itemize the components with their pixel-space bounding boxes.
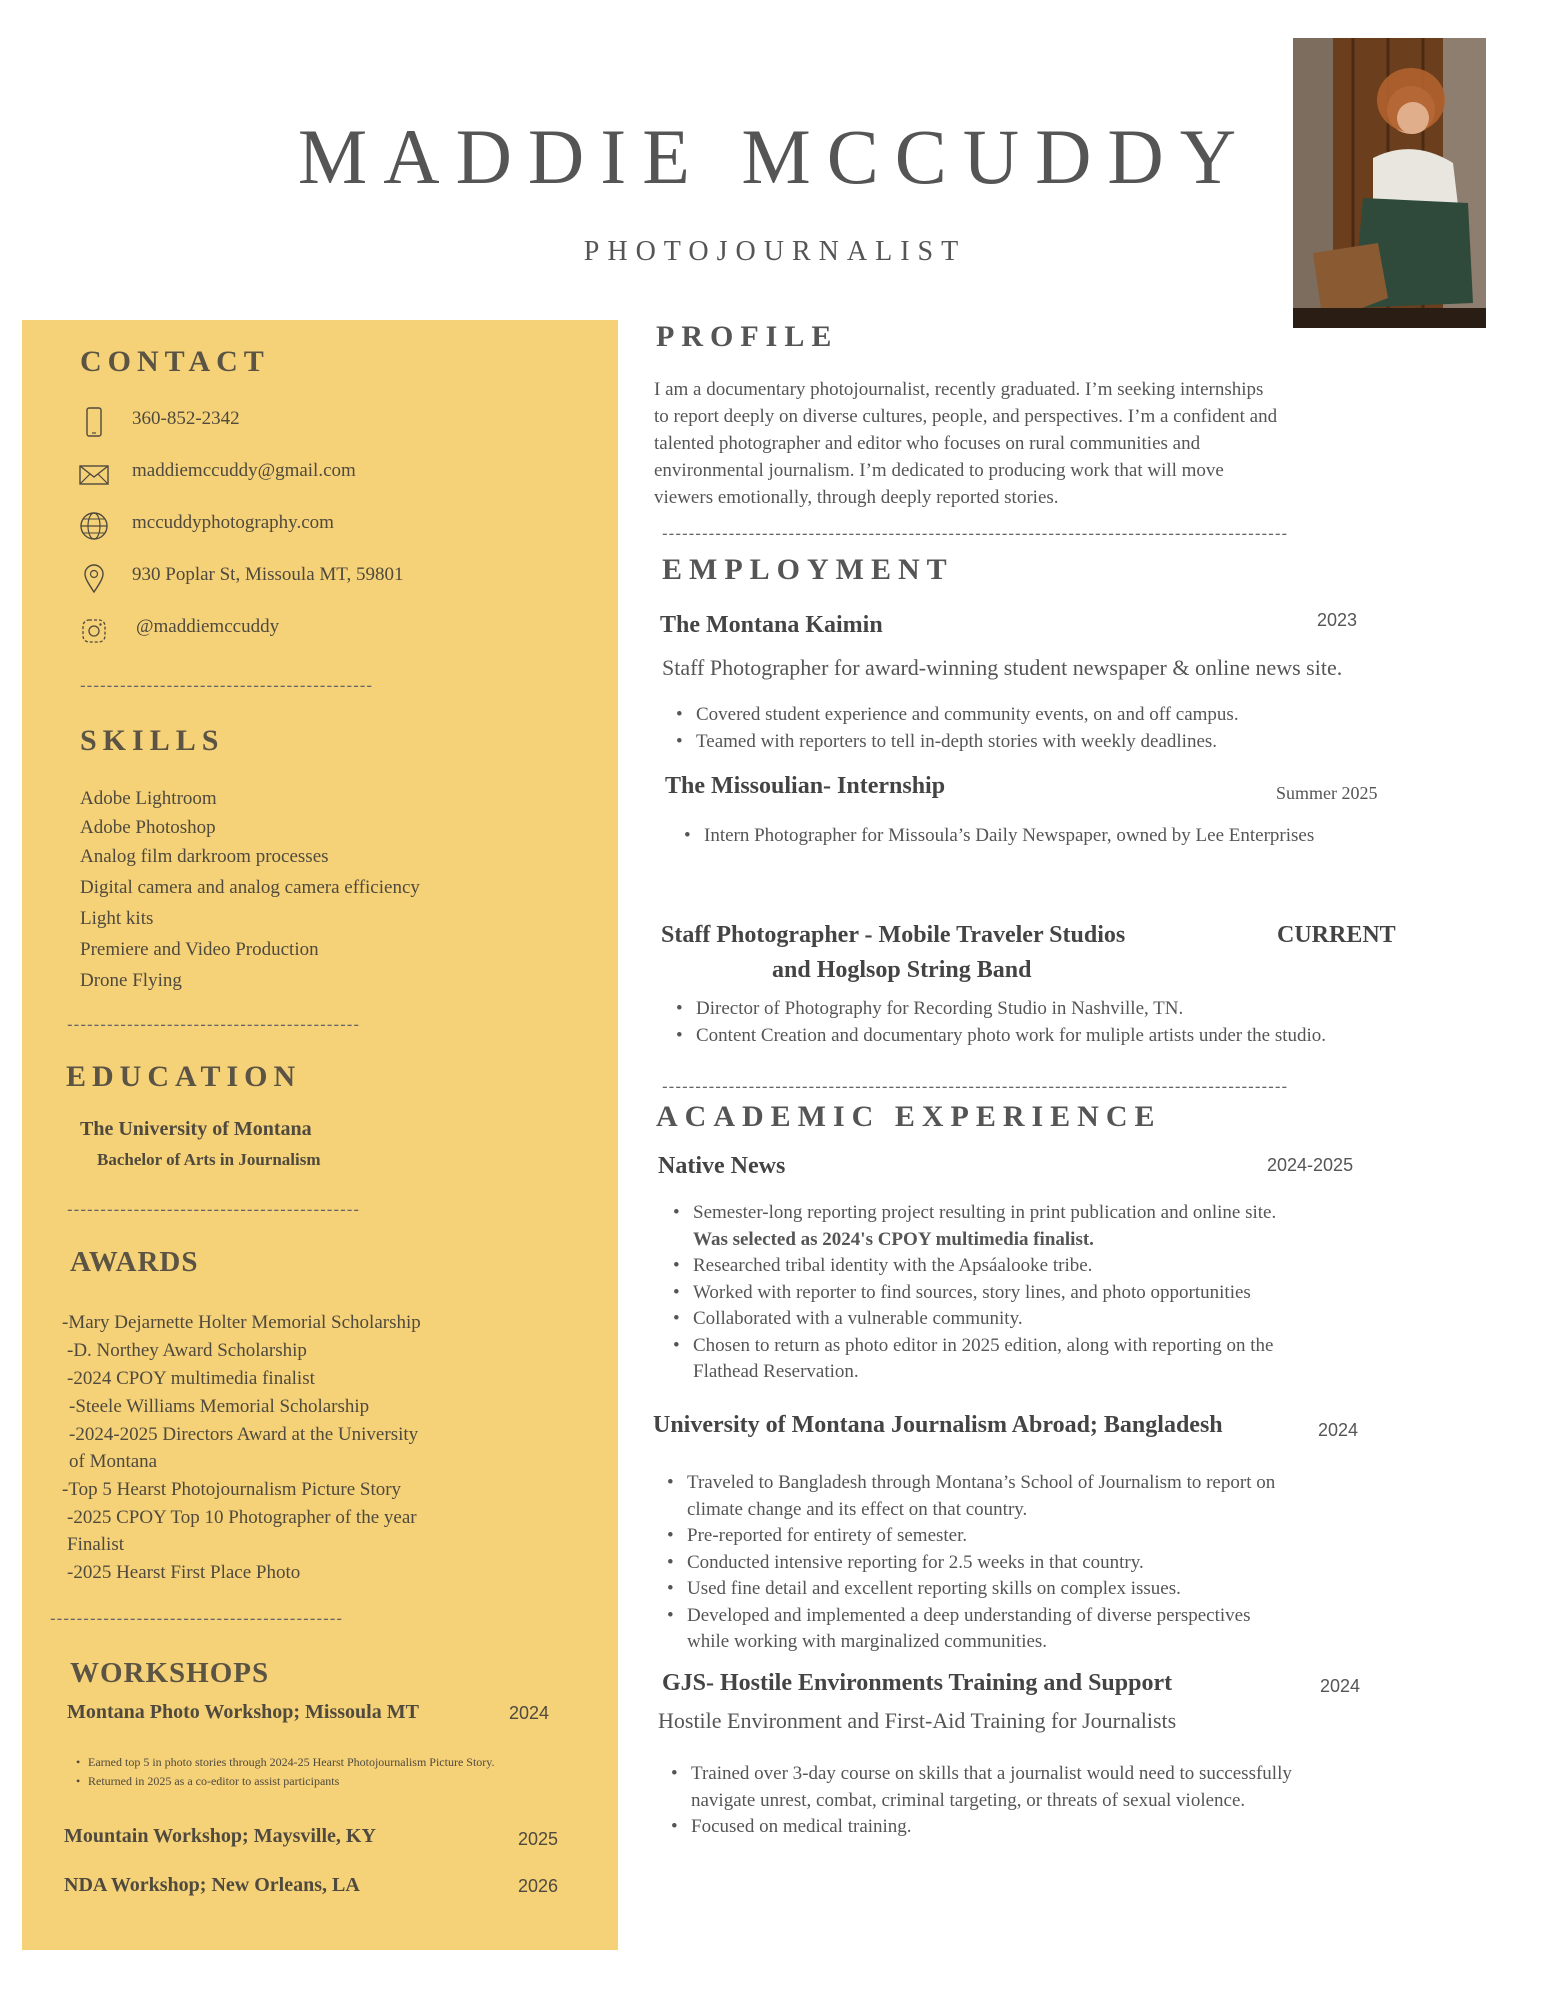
job-subtitle: Staff Photographer for award-winning student newspaper & online news site. [662, 655, 1343, 680]
phone-icon [78, 406, 110, 438]
academic-heading: ACADEMIC EXPERIENCE [656, 1100, 1162, 1133]
job-title: The Missoulian- Internship [665, 773, 946, 799]
list-item-continuation: while working with marginalized communities. [687, 1631, 1048, 1652]
divider: -------------------------------------------- [80, 676, 374, 695]
instagram-icon [78, 614, 110, 646]
list-item: • Pre-reported for entirety of semester. [687, 1523, 1407, 1550]
workshop-title: Mountain Workshop; Maysville, KY [64, 1825, 376, 1847]
divider: -------------------------------------------- [67, 1015, 361, 1034]
list-item: • Conducted intensive reporting for 2.5 weeks in that country. [687, 1550, 1407, 1577]
contact-instagram [78, 612, 598, 648]
academic-year: 2024 [1318, 1420, 1359, 1440]
award-item: -2024-2025 Directors Award at the University [69, 1424, 419, 1445]
list-item: • Teamed with reporters to tell in-depth stories with weekly deadlines. [696, 729, 1396, 756]
profile-line: to report deeply on diverse cultures, people, and perspectives. I’m a confident and [654, 406, 1278, 427]
list-item: • Director of Photography for Recording Studio in Nashville, TN. [696, 996, 1456, 1023]
list-item: • Content Creation and documentary photo work for muliple artists under the studio. [696, 1023, 1456, 1050]
employment-heading: EMPLOYMENT [662, 553, 954, 586]
job-bullets [704, 823, 1404, 850]
award-item: Finalist [67, 1534, 125, 1555]
list-item: • Covered student experience and community events, on and off campus. [696, 702, 1396, 729]
instagram-handle[interactable]: @maddiemccuddy [136, 616, 280, 637]
academic-subtitle: Hostile Environment and First-Aid Training for Journalists [658, 1708, 1177, 1733]
workshop-note: • Earned top 5 in photo stories through 2024-25 Hearst Photojournalism Picture Story. [76, 1755, 495, 1769]
profile-line: environmental journalism. I’m dedicated to producing work that will move [654, 460, 1224, 481]
skill-item: Adobe Lightroom [80, 788, 217, 809]
awards-heading: AWARDS [70, 1246, 199, 1278]
contact-email [78, 456, 598, 492]
academic-title: Native News [658, 1153, 786, 1179]
list-item-continuation: Was selected as 2024's CPOY multimedia finalist. [693, 1228, 1094, 1250]
education-school: The University of Montana [80, 1118, 312, 1140]
job-bullets [696, 996, 1456, 1049]
job-title: and Hoglsop String Band [772, 957, 1032, 983]
skills-heading: SKILLS [80, 724, 225, 757]
list-item-continuation: navigate unrest, combat, criminal targeting, or threats of sexual violence. [691, 1789, 1246, 1811]
profile-line: talented photographer and editor who focuses on rural communities and [654, 433, 1201, 454]
list-item: • Collaborated with a vulnerable community. [693, 1306, 1393, 1333]
award-item: -2025 CPOY Top 10 Photographer of the year [67, 1507, 417, 1528]
contact-address [78, 560, 598, 596]
list-item: • Semester-long reporting project resulting in print publication and online site. [693, 1200, 1393, 1227]
list-item: • Intern Photographer for Missoula’s Daily Newspaper, owned by Lee Enterprises [704, 823, 1404, 850]
contact-heading: CONTACT [80, 345, 270, 378]
profile-photo [1293, 38, 1486, 328]
globe-icon [78, 510, 110, 542]
profile-line: I am a documentary photojournalist, recently graduated. I’m seeking internships [654, 379, 1264, 400]
job-year: Summer 2025 [1276, 783, 1378, 803]
email-link[interactable]: maddiemccuddy@gmail.com [132, 460, 356, 481]
list-item: • Trained over 3-day course on skills that a journalist would need to successfully [691, 1761, 1411, 1788]
location-pin-icon [78, 562, 110, 594]
list-item-continuation: Flathead Reservation. [693, 1361, 859, 1382]
job-title: The Montana Kaimin [660, 612, 883, 638]
workshop-year: 2024 [509, 1703, 550, 1723]
website-link[interactable]: mccuddyphotography.com [132, 512, 334, 533]
job-year: CURRENT [1277, 922, 1396, 948]
list-item: • Traveled to Bangladesh through Montana’s School of Journalism to report on [687, 1470, 1407, 1497]
divider: ---------------------------------------------------------------------------------------------- [662, 1077, 1289, 1096]
list-item-continuation: climate change and its effect on that country. [687, 1498, 1028, 1520]
academic-title: GJS- Hostile Environments Training and Support [662, 1670, 1173, 1696]
academic-year: 2024 [1320, 1676, 1361, 1696]
award-item: of Montana [69, 1451, 158, 1472]
job-title: Staff Photographer - Mobile Traveler Studios [661, 922, 1126, 948]
profile-text [654, 376, 1374, 511]
award-item: -Mary Dejarnette Holter Memorial Scholarship [62, 1312, 421, 1333]
list-item: • Focused on medical training. [691, 1814, 1411, 1841]
workshop-year: 2025 [518, 1829, 559, 1849]
divider: -------------------------------------------- [67, 1200, 361, 1219]
workshop-title: NDA Workshop; New Orleans, LA [64, 1874, 360, 1896]
award-item: -D. Northey Award Scholarship [67, 1340, 307, 1361]
divider: ---------------------------------------------------------------------------------------------- [662, 524, 1289, 543]
address-text: 930 Poplar St, Missoula MT, 59801 [132, 564, 404, 585]
workshops-heading: WORKSHOPS [70, 1657, 270, 1689]
workshop-note: • Returned in 2025 as a co-editor to assist participants [76, 1774, 340, 1788]
list-item: • Used fine detail and excellent reporting skills on complex issues. [687, 1576, 1407, 1603]
resume-role: PHOTOJOURNALIST [583, 236, 967, 267]
contact-website [78, 508, 598, 544]
academic-year: 2024-2025 [1267, 1155, 1354, 1175]
workshop-title: Montana Photo Workshop; Missoula MT [67, 1701, 419, 1723]
divider: -------------------------------------------- [50, 1609, 344, 1628]
education-degree: Bachelor of Arts in Journalism [97, 1150, 321, 1169]
profile-line: viewers emotionally, through deeply reported stories. [654, 487, 1059, 508]
job-bullets [696, 702, 1396, 755]
phone-number[interactable]: 360-852-2342 [132, 408, 240, 429]
award-item: -Top 5 Hearst Photojournalism Picture Story [62, 1479, 402, 1500]
list-item: • Chosen to return as photo editor in 2025 edition, along with reporting on the [693, 1333, 1393, 1360]
resume-name: MADDIE MCCUDDY [297, 113, 1253, 200]
list-item: • Worked with reporter to find sources, story lines, and photo opportunities [693, 1280, 1393, 1307]
academic-title: University of Montana Journalism Abroad; Bangladesh [653, 1412, 1223, 1438]
award-item: -Steele Williams Memorial Scholarship [69, 1396, 370, 1417]
education-heading: EDUCATION [66, 1060, 302, 1093]
mail-icon [78, 458, 110, 490]
skill-item: Analog film darkroom processes [80, 846, 329, 867]
skill-item: Adobe Photoshop [80, 817, 216, 838]
list-item: • Researched tribal identity with the Apsáalooke tribe. [693, 1253, 1393, 1280]
skill-item: Digital camera and analog camera efficiency [80, 877, 420, 898]
academic-bullets [693, 1200, 1393, 1386]
skill-item: Drone Flying [80, 970, 182, 991]
academic-bullets [691, 1761, 1411, 1841]
award-item: -2024 CPOY multimedia finalist [67, 1368, 315, 1389]
workshop-year: 2026 [518, 1876, 559, 1896]
skill-item: Premiere and Video Production [80, 939, 319, 960]
award-item: -2025 Hearst First Place Photo [67, 1562, 301, 1583]
job-year: 2023 [1317, 610, 1358, 630]
contact-phone [78, 404, 598, 440]
list-item: • Developed and implemented a deep understanding of diverse perspectives [687, 1603, 1407, 1630]
academic-bullets [687, 1470, 1407, 1656]
skill-item: Light kits [80, 908, 154, 929]
profile-heading: PROFILE [656, 320, 839, 353]
